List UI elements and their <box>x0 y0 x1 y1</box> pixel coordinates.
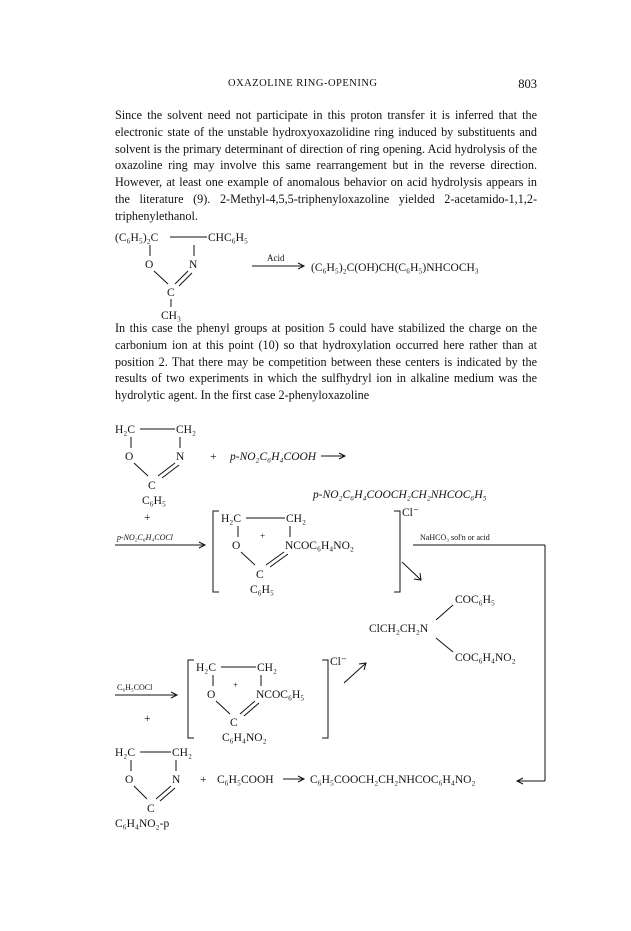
s2-arrow-down <box>402 562 421 580</box>
s2-ring2-bond-oc <box>134 786 147 799</box>
running-title: OXAZOLINE RING-OPENING <box>228 78 378 89</box>
s2-arrow-up <box>344 663 366 683</box>
s2-int2-bond-nc-b <box>244 703 259 716</box>
s2-ring1-oxygen: O <box>125 451 134 463</box>
s2-int2-counterion: Cl⁻ <box>330 656 347 668</box>
s2-ring1-left: H₂C <box>115 424 135 436</box>
s2-condition: NaHCO₃ sol'n or acid <box>420 533 490 542</box>
s2-ring2-nitrophenyl: C₆H₄NO₂-p <box>115 818 170 830</box>
s2-int1-phenyl: C₆H₅ <box>250 584 274 596</box>
s2-ring1-carbon: C <box>148 480 156 492</box>
s2-int2-bracket-right <box>322 660 328 738</box>
paragraph-2: In this case the phenyl groups at position 5 could have stabilized the charge on the carbonium ion at this point (10) so that hydroxylation occurred here rather than at position 2. That there may be competition between these centers is indicated by the results of two experiments in which the sulfhydryl ion in alkaline medium was the hydrolytic agent. In the first case 2-phenyloxazoline <box>115 321 537 403</box>
s2-ring2-carbon: C <box>147 803 155 815</box>
s2-int1-right: CH₂ <box>286 513 306 525</box>
s2-amide-bottom: COC₆H₄NO₂ <box>455 652 516 664</box>
s2-acyl-chloride-1: p-NO₂C₆H₄COCl <box>117 533 173 542</box>
s1-bond-oc <box>154 271 168 284</box>
s1-bond-nc-a <box>175 271 188 284</box>
s2-int2-nitrophenyl: C₆H₄NO₂ <box>222 732 267 744</box>
s2-int1-counterion: Cl⁻ <box>402 507 419 519</box>
s2-int2-bond-nc-a <box>240 701 255 714</box>
s2-ring1-bond-oc <box>134 463 148 476</box>
s2-int1-charge: + <box>260 531 266 541</box>
s1-methyl: CH₃ <box>161 310 181 322</box>
s2-int1-nitrogen: NCOC₆H₄NO₂ <box>285 540 354 552</box>
page-number: 803 <box>518 77 537 91</box>
s2-int2-carbon: C <box>230 717 238 729</box>
s1-oxygen: O <box>145 259 154 271</box>
s2-amide-center: ClCH₂CH₂N <box>369 623 429 635</box>
s1-carbon: C <box>167 287 175 299</box>
s1-product: (C₆H₅)₂C(OH)CH(C₆H₅)NHCOCH₃ <box>311 262 479 274</box>
s2-int1-bracket-left <box>213 511 219 592</box>
s2-int1-left: H₂C <box>221 513 241 525</box>
s2-ring1-phenyl: C₆H₅ <box>142 495 166 507</box>
s1-arrow-label: Acid <box>267 253 285 263</box>
s2-product-ester-1: p-NO₂C₆H₄COOCH₂CH₂NHCOC₆H₅ <box>313 489 487 501</box>
s2-amide-bond-up <box>436 605 453 620</box>
s2-int1-carbon: C <box>256 569 264 581</box>
s2-ring2-right: CH₂ <box>172 747 192 759</box>
s2-ring2-left: H₂C <box>115 747 135 759</box>
paragraph-1: Since the solvent need not participate in this proton transfer it is inferred that the electronic state of the unstable hydroxyoxazolidine ring induced by substituents and solvent is the primary determinant of direction of ring opening. Acid hydrolysis of the oxazoline ring may involve this same rearrangement but in the reverse direction. However, at least one example of anomalous behavior on acid hydrolysis appears in the literature (9). 2-Methyl-4,5,5-triphenyloxazoline yielded 2-acetamido-1,1,2-triphenylethanol. <box>115 108 537 223</box>
s2-int2-right: CH₂ <box>257 662 277 674</box>
s2-plus-4: + <box>200 774 207 786</box>
s2-plus-2: + <box>144 512 151 524</box>
s1-top-right: CHC₆H₅ <box>208 232 248 244</box>
s2-int2-oxygen: O <box>207 689 216 701</box>
s2-plus-3: + <box>144 713 151 725</box>
s1-bond-nc-b <box>179 273 192 286</box>
s2-reagent-1: p-NO₂C₆H₄COOH <box>230 451 317 463</box>
s2-int2-bond-oc <box>216 701 230 714</box>
s2-ring2-bond-nc-b <box>160 788 175 801</box>
s2-reagent-2: C₆H₅COOH <box>217 774 274 786</box>
s2-ring1-nitrogen: N <box>176 451 185 463</box>
scheme-2 <box>115 424 545 830</box>
s2-acyl-chloride-2: C₆H₅COCl <box>117 683 153 692</box>
s2-amide-bond-down <box>436 638 453 652</box>
s2-int1-bracket-right <box>394 511 400 592</box>
s2-int1-bond-oc <box>241 552 255 565</box>
s1-nitrogen: N <box>189 259 198 271</box>
s2-int2-charge: + <box>233 680 239 690</box>
s1-top-left: (C₆H₅)₂C <box>115 232 159 244</box>
scheme-1 <box>115 232 479 322</box>
s2-amide-top: COC₆H₅ <box>455 594 495 606</box>
s2-ring2-bond-nc-a <box>156 786 171 799</box>
s2-int2-bracket-left <box>188 660 194 738</box>
s2-ring2-oxygen: O <box>125 774 134 786</box>
s2-plus-1: + <box>210 451 217 463</box>
s2-ring1-right: CH₂ <box>176 424 196 436</box>
s2-product-ester-2: C₆H₅COOCH₂CH₂NHCOC₆H₄NO₂ <box>310 774 476 786</box>
s2-int2-nitrogen: NCOC₆H₅ <box>256 689 305 701</box>
s2-int2-left: H₂C <box>196 662 216 674</box>
s2-ring2-nitrogen: N <box>172 774 181 786</box>
s2-int1-oxygen: O <box>232 540 241 552</box>
